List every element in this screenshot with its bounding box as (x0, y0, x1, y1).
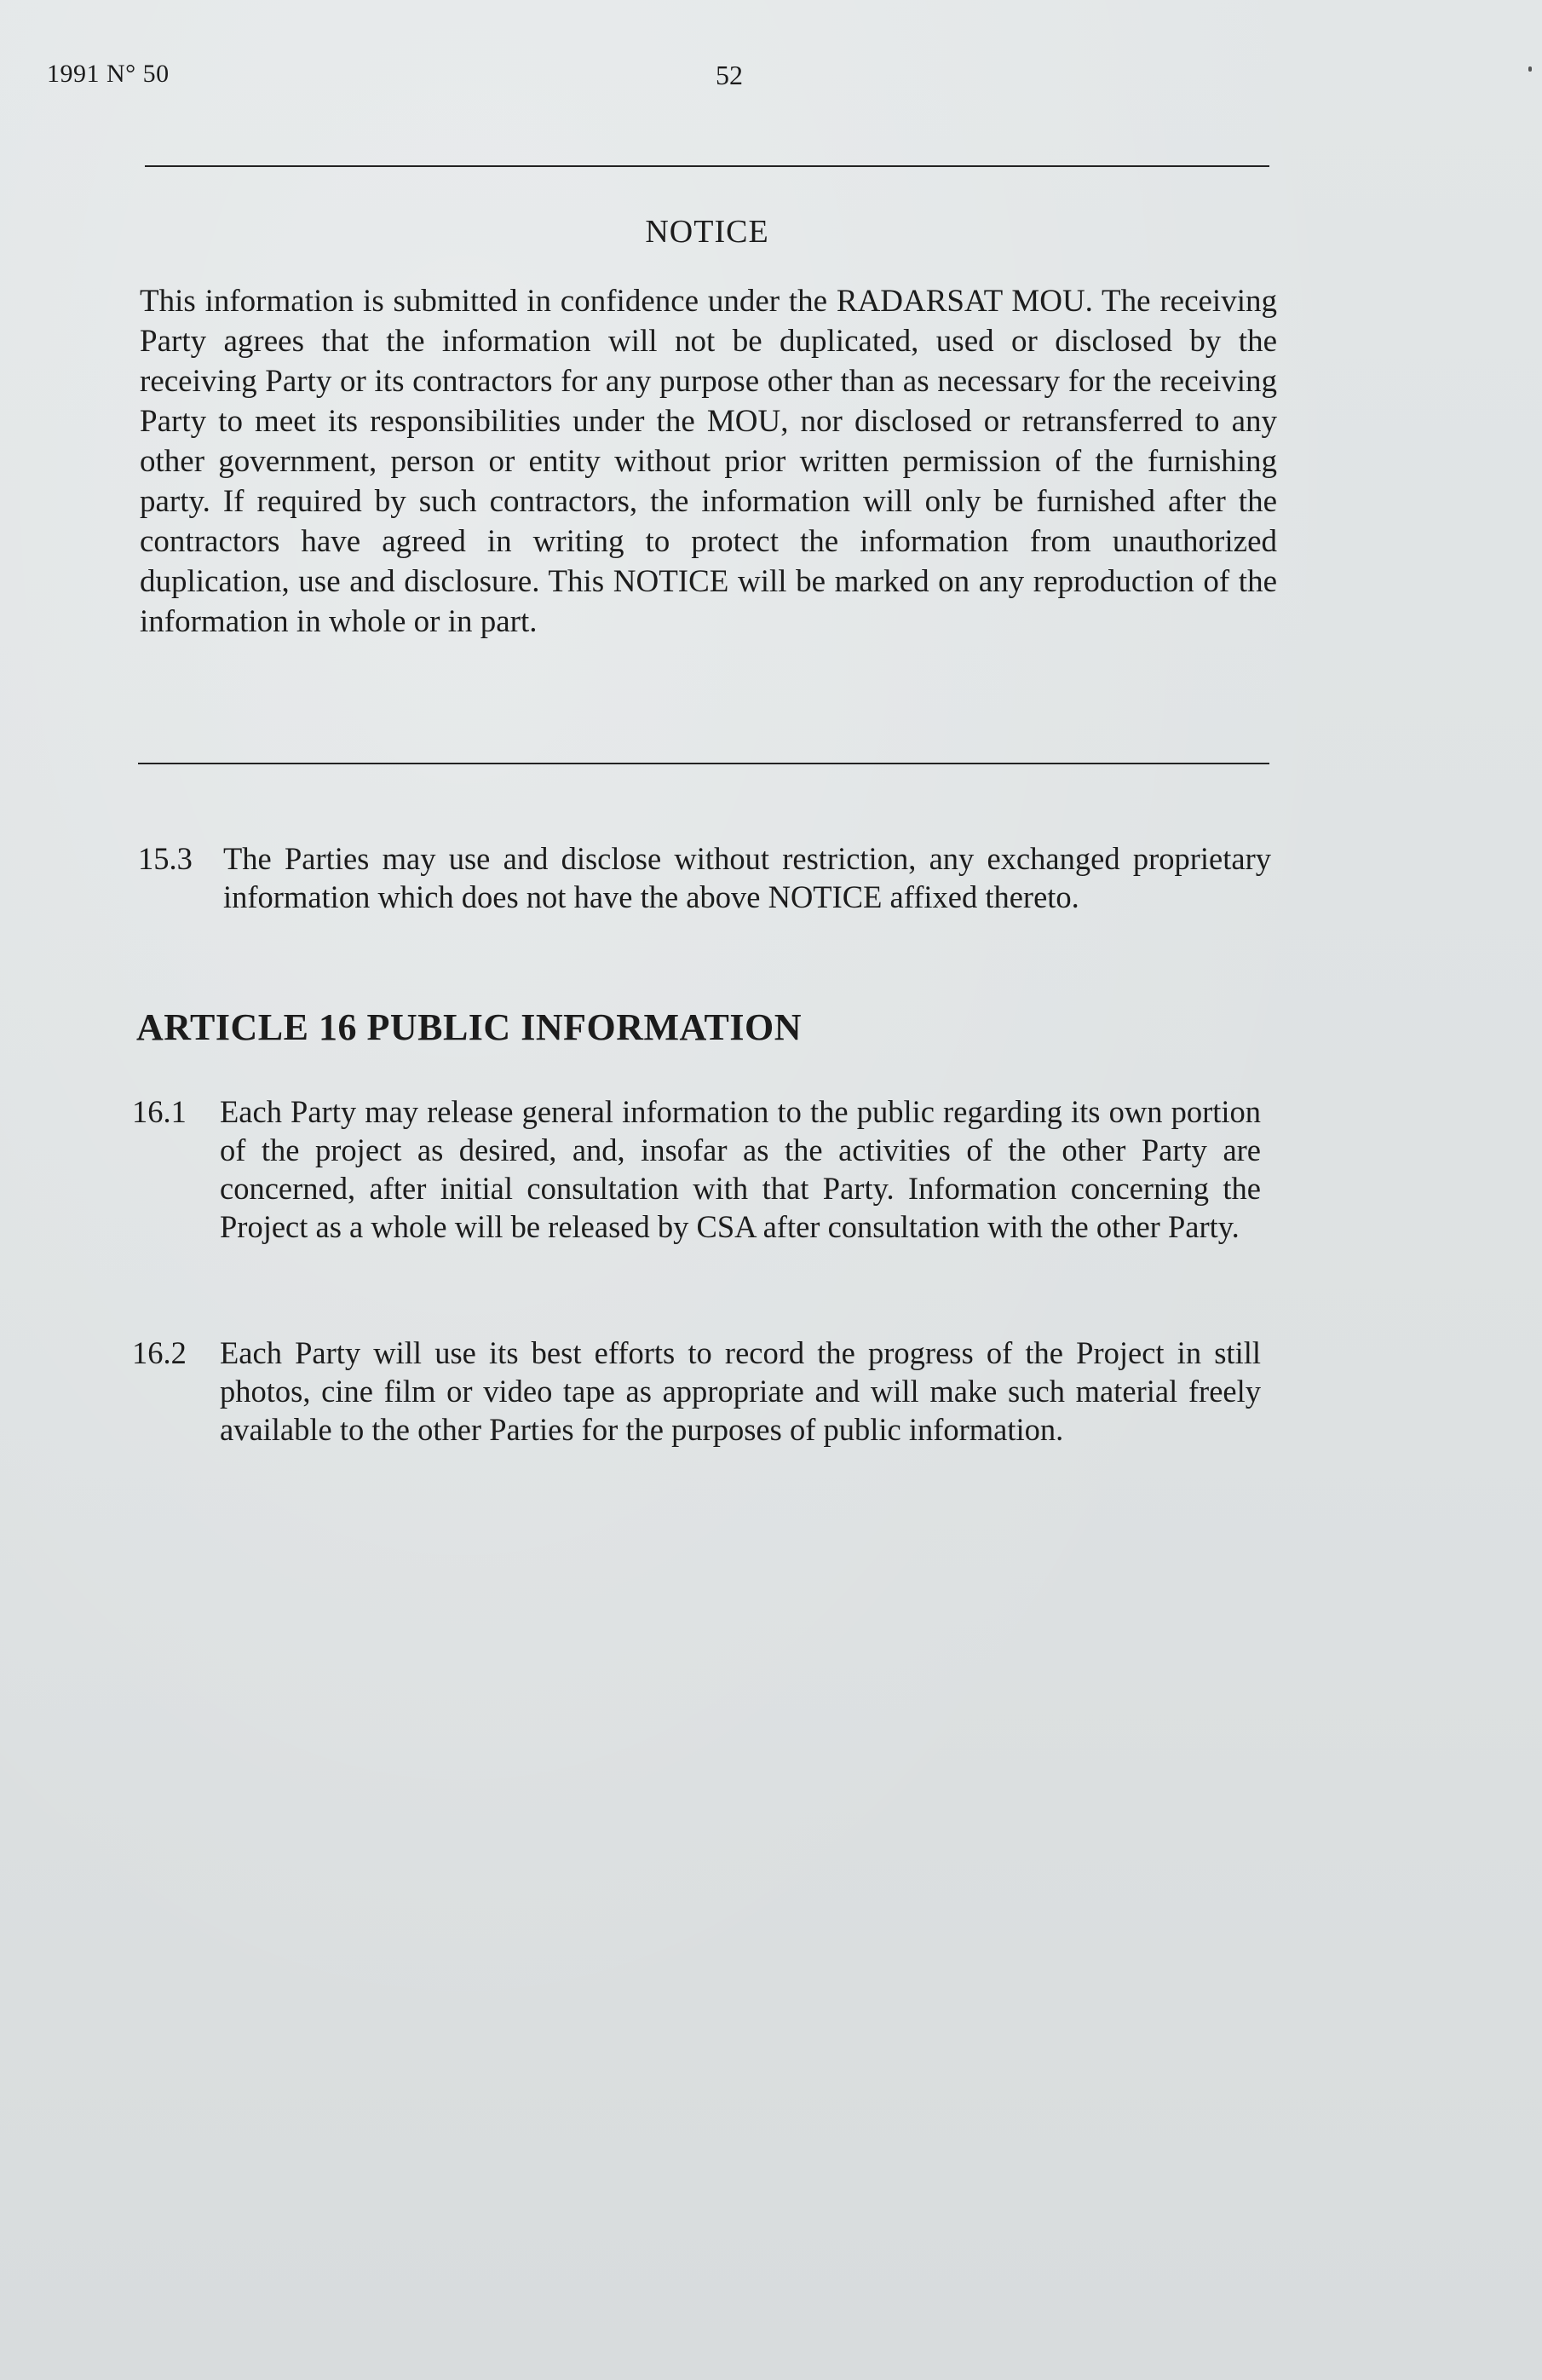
paragraph-number: 16.2 (132, 1335, 187, 1370)
paragraph-text: The Parties may use and disclose without restriction, any exchanged proprietary information which does not have the above NOTICE affixed thereto. (223, 841, 1271, 914)
notice-title: NOTICE (645, 214, 769, 250)
paragraph-number: 15.3 (138, 841, 193, 876)
notice-top-rule (145, 165, 1269, 167)
header-gazette-number: 1991 N° 50 (47, 60, 170, 88)
notice-body: This information is submitted in confidence under the RADARSAT MOU. The receiving Party agrees that the information will not be duplicated, used or disclosed by the receiving Party or its contractors for any purpose other than as necessary for the receiving Party to meet its responsibilities under the MOU, nor disclosed or retransferred to any other government, person or entity without prior written permission of the furnishing party. If required by such contractors, the information will only be furnished after the contractors have agreed in writing to protect the information from unauthorized duplication, use and disclosure. This NOTICE will be marked on any reproduction of the information in whole or in part. (140, 284, 1277, 639)
paragraph-number: 16.1 (132, 1094, 187, 1129)
article-16-heading: ARTICLE 16 PUBLIC INFORMATION (136, 1006, 802, 1048)
scan-speck (1528, 66, 1532, 72)
page-number: 52 (716, 60, 743, 90)
paragraph-text: Each Party will use its best efforts to record the progress of the Project in still photos, cine film or video tape as appropriate and will make such material freely available to the other Parties for the purposes of public information. (220, 1335, 1261, 1447)
notice-bottom-rule (138, 763, 1269, 764)
paragraph-text: Each Party may release general information to the public regarding its own portion of the project as desired, and, insofar as the activities of the other Party are concerned, after initial consultation with that Party. Information concerning the Project as a whole will be released by CSA after consultation with the other Party. (220, 1094, 1261, 1244)
